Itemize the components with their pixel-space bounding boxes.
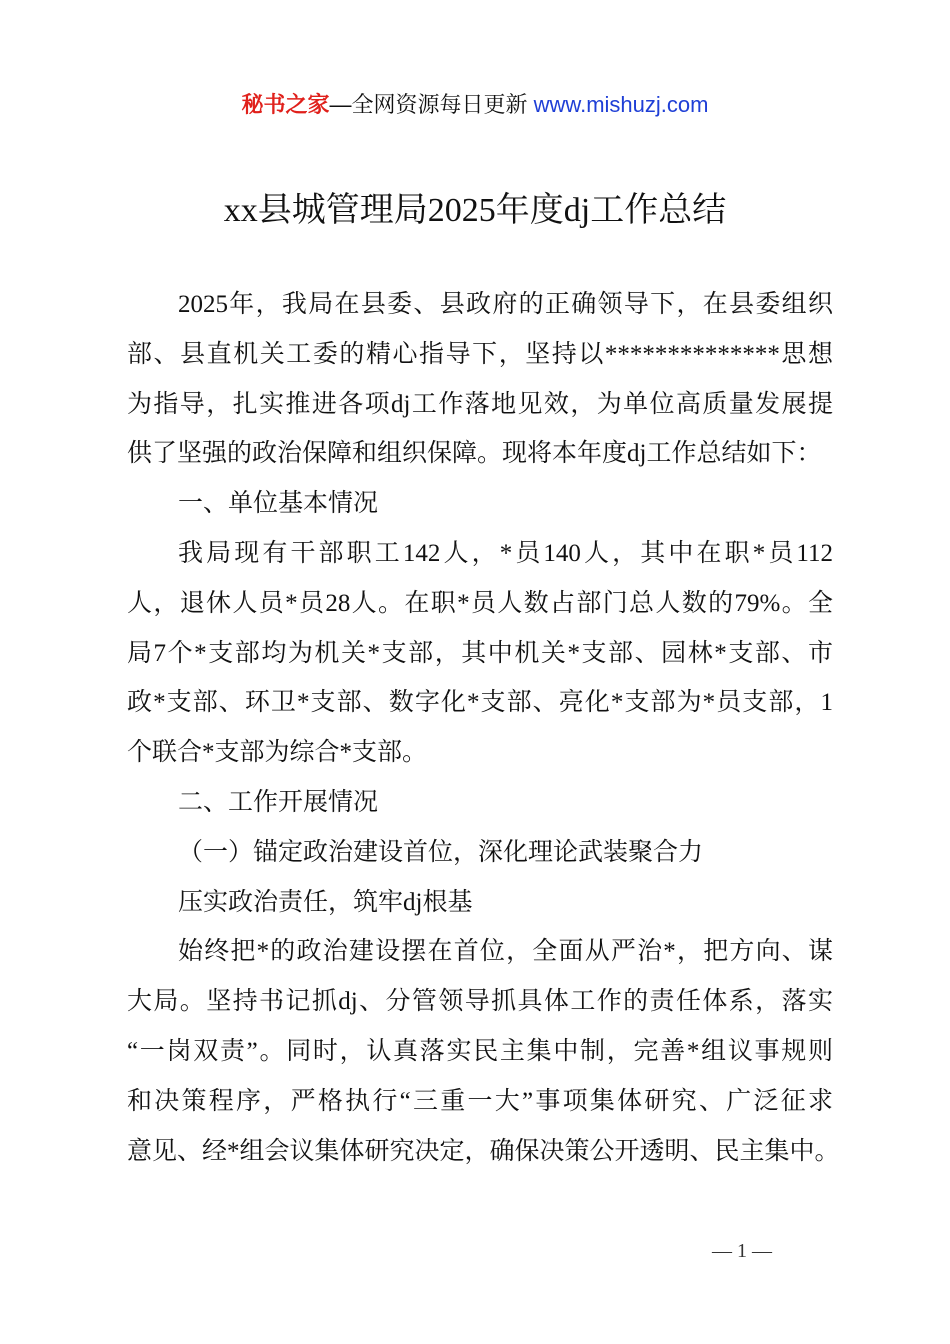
paragraph-line: 二、工作开展情况 [178, 788, 379, 816]
site-url-link[interactable]: www.mishuzj.com [533, 92, 709, 117]
paragraph-line: 压实政治责任，筑牢dj根基 [178, 888, 473, 916]
document-body [127, 282, 840, 1178]
paragraph [127, 282, 833, 481]
paragraph-line: 供了坚强的政治保障和组织保障。现将本年度dj工作总结如下： [127, 440, 822, 468]
paragraph [127, 880, 833, 930]
paragraph [127, 780, 833, 830]
header-tagline: —全网资源每日更新 [329, 92, 534, 117]
paragraph-line: （一）锚定政治建设首位，深化理论武装聚合力 [178, 838, 704, 866]
paragraph-line: 人，退休人员*员28人。在职*员人数占部门总人数的79%。全 [127, 589, 833, 617]
paragraph [127, 929, 840, 1178]
paragraph-line: 政*支部、环卫*支部、数字化*支部、亮化*支部为*员支部，1 [127, 689, 833, 717]
paragraph [127, 830, 833, 880]
paragraph-line: 2025年，我局在县委、县政府的正确领导下，在县委组织 [178, 291, 833, 318]
paragraph-line: 我局现有干部职工142人，*员140人，其中在职*员112 [178, 539, 833, 567]
paragraph-line: 大局。坚持书记抓dj、分管领导抓具体工作的责任体系，落实 [127, 988, 833, 1016]
paragraph-line: “一岗双责”。同时，认真落实民主集中制，完善*组议事规则 [127, 1037, 833, 1065]
paragraph-line: 个联合*支部为综合*支部。 [127, 739, 428, 767]
paragraph-line: 意见、经*组会议集体研究决定，确保决策公开透明、民主集中。 [127, 1137, 840, 1165]
paragraph-line: 为指导，扎实推进各项dj工作落地见效，为单位高质量发展提 [127, 390, 833, 418]
paragraph-line: 始终把*的政治建设摆在首位，全面从严治*，把方向、谋 [178, 938, 833, 966]
paragraph-line: 局7个*支部均为机关*支部，其中机关*支部、园林*支部、市 [127, 639, 833, 667]
site-header [0, 88, 950, 119]
page-number: — 1 — [712, 1240, 772, 1262]
brand-name: 秘书之家 [241, 92, 330, 117]
paragraph [127, 481, 833, 531]
paragraph-line: 部、县直机关工委的精心指导下，坚持以**************思想 [127, 340, 833, 368]
document-title: xx县城管理局2025年度dj工作总结 [223, 192, 727, 229]
paragraph-line: 一、单位基本情况 [178, 490, 379, 518]
paragraph-line: 和决策程序，严格执行“三重一大”事项集体研究、广泛征求 [127, 1087, 833, 1115]
paragraph [127, 531, 833, 780]
